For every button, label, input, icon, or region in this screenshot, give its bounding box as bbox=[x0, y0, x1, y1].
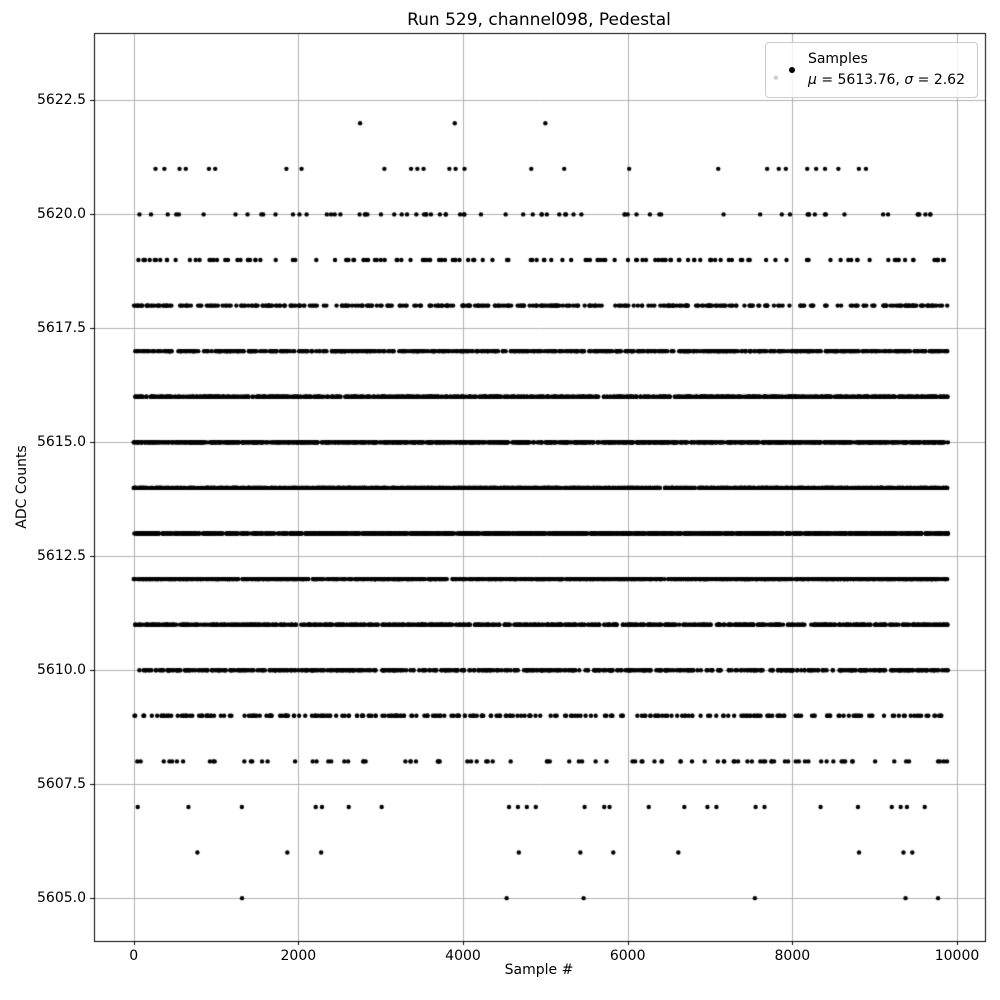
y-tick-label: 5607.5 bbox=[37, 776, 86, 793]
y-tick-label: 5605.0 bbox=[37, 890, 86, 907]
samples-marker-icon bbox=[776, 67, 808, 73]
x-tick-label: 10000 bbox=[934, 948, 980, 964]
legend bbox=[765, 42, 978, 98]
x-tick-label: 2000 bbox=[280, 948, 317, 964]
x-axis-label: Sample # bbox=[504, 962, 574, 978]
x-tick-label: 0 bbox=[129, 948, 139, 964]
y-tick-label: 5620.0 bbox=[37, 206, 86, 223]
legend-stats: μ = 5613.76, σ = 2.62 bbox=[807, 72, 965, 88]
y-tick-label: 5617.5 bbox=[37, 320, 86, 337]
legend-label: Samples bbox=[807, 51, 868, 67]
y-tick-label: 5612.5 bbox=[37, 548, 86, 565]
y-tick-label: 5610.0 bbox=[37, 662, 86, 679]
x-tick-label: 4000 bbox=[445, 948, 481, 964]
y-axis-label: ADC Counts bbox=[14, 445, 30, 529]
page-title: Run 529, channel098, Pedestal bbox=[407, 10, 671, 30]
y-tick-label: 5615.0 bbox=[37, 434, 86, 451]
x-tick-label: 8000 bbox=[774, 948, 811, 964]
y-tick-label: 5622.5 bbox=[37, 92, 86, 109]
x-tick-label: 6000 bbox=[609, 948, 646, 964]
